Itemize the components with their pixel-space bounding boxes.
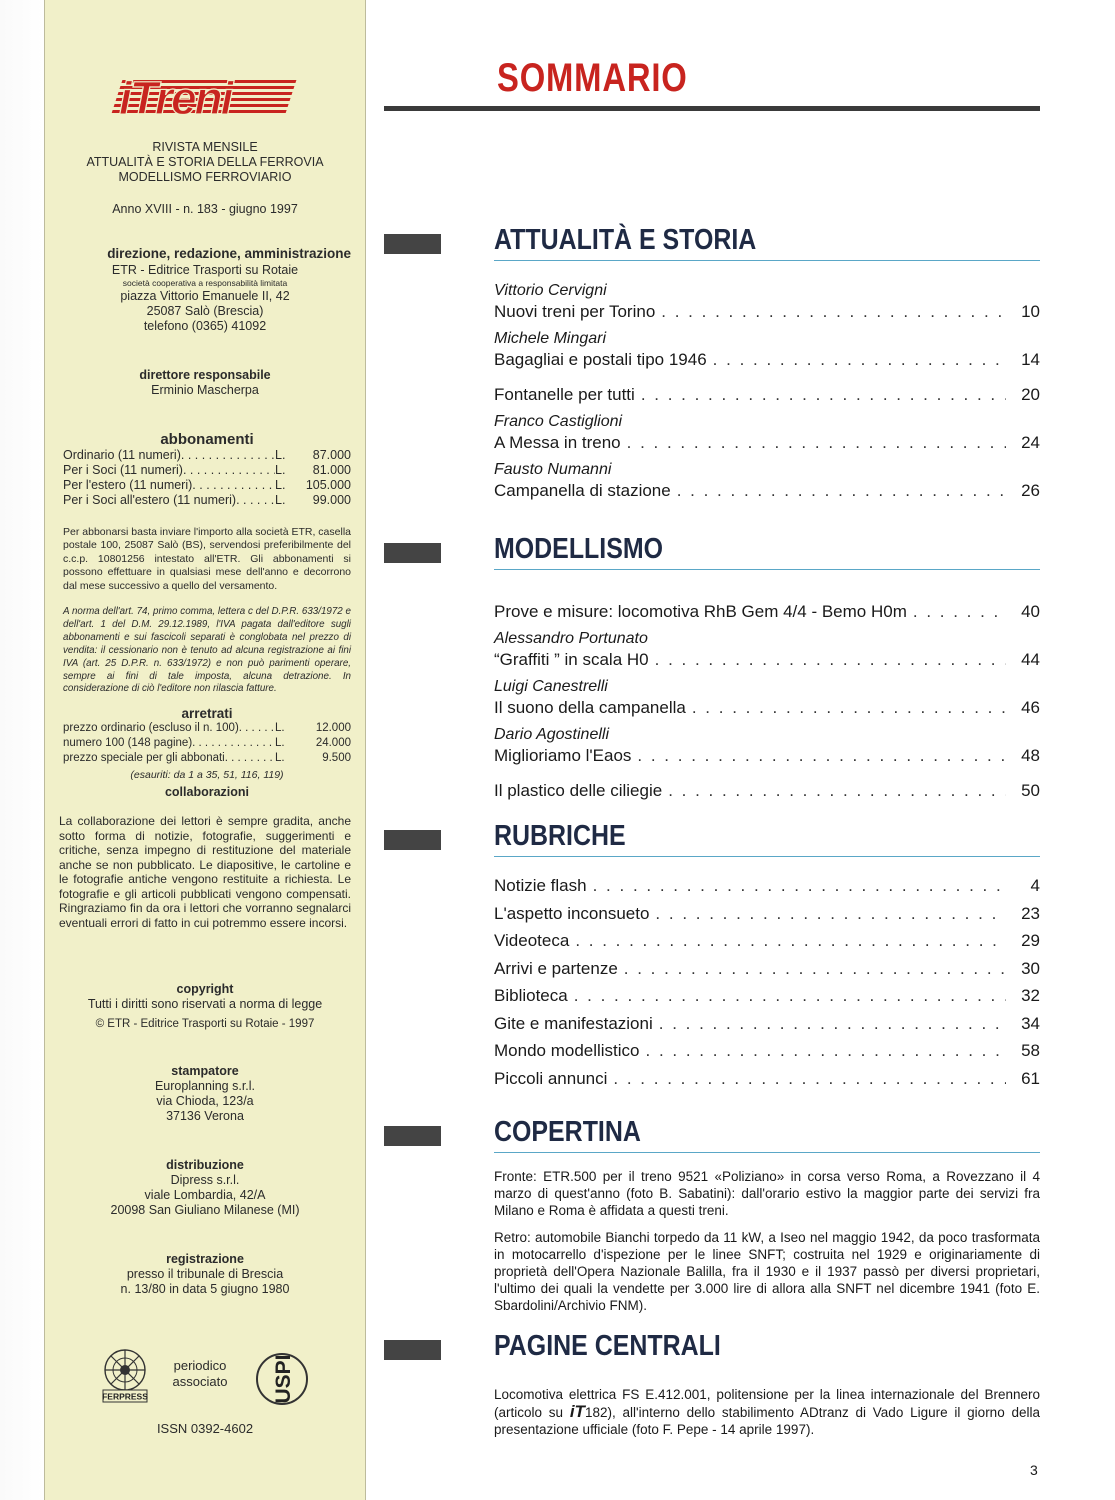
director-block: [59, 368, 351, 398]
toc-page: 20: [1021, 385, 1040, 404]
iva-note: A norma dell'art. 74, primo comma, lettera c del D.P.R. 633/1972 e dell'art. 1 del D.M. 29.12.1989, l'IVA pagata dall'editore sugli abbonamenti e sui fascicoli separati è conglobata nel prezzo di vendita: il cessionario non è tenuto ad alcuna registrazione ai fini IVA (art. 25 D.P.R. n. 633/1972) e non può parimenti operare, sempre ai fini di tale imposta, alcuna detrazione. In considerazione di ciò l'editore non rilascia fatture.: [63, 606, 351, 695]
toc-title: A Messa in treno: [494, 433, 621, 452]
toc-author: Dario Agostinelli: [494, 726, 610, 743]
toc-line: [494, 384, 1040, 405]
section-modellismo: [384, 531, 1040, 571]
section-heading: COPERTINA: [494, 1116, 641, 1148]
section-marker: [384, 830, 441, 850]
toc-title: L'aspetto inconsueto: [494, 903, 650, 923]
toc-page: 10: [1021, 302, 1040, 321]
leader-dots: [692, 697, 1006, 718]
printer-line-1: Europlanning s.r.l.: [154, 1079, 256, 1093]
toc-line: [494, 745, 1040, 766]
toc-title: Prove e misure: locomotiva RhB Gem 4/4 - Bemo H0m: [494, 602, 907, 621]
toc-author: Alessandro Portunato: [494, 630, 648, 647]
section-copertina: [384, 1114, 1040, 1154]
price-label: Per i Soci (11 numeri): [63, 463, 183, 477]
price-label: Per l'estero (11 numeri): [63, 478, 193, 492]
toc-entry[interactable]: [494, 1040, 1040, 1061]
svg-text:FERPRESS: FERPRESS: [102, 1391, 148, 1402]
leader-dots: [574, 985, 1006, 1006]
registration-block: [59, 1252, 351, 1297]
price-amount: 24.000: [315, 737, 351, 749]
toc-page: 30: [1021, 958, 1040, 978]
toc-page: 23: [1021, 903, 1040, 923]
publisher-name: ETR - Editrice Trasporti su Rotaie: [111, 263, 299, 277]
publisher-address-2: 25087 Salò (Brescia): [146, 304, 264, 318]
toc-entry[interactable]: [494, 280, 1040, 322]
leader-dots: [637, 745, 1006, 766]
leader-dots: [655, 649, 1006, 670]
toc-entry[interactable]: [494, 958, 1040, 979]
publisher-details: [59, 263, 351, 334]
itreni-logo: [107, 72, 299, 120]
toc-page: 34: [1021, 1013, 1040, 1033]
price-amount: 87.000: [312, 448, 351, 462]
leader-dots: [236, 493, 275, 508]
leader-dots: [913, 601, 1006, 622]
svg-text:USPI: USPI: [272, 1354, 295, 1404]
toc-line: [494, 1068, 1040, 1089]
toc-entry[interactable]: [494, 1013, 1040, 1034]
toc-entry[interactable]: [494, 903, 1040, 924]
leader-dots: [668, 780, 1006, 801]
price-currency: L.: [275, 463, 286, 477]
director-name: Erminio Mascherpa: [151, 383, 259, 397]
leader-dots: [239, 721, 275, 736]
price-amount: 99.000: [312, 493, 351, 507]
toc-entry[interactable]: [494, 459, 1040, 501]
price-row: [63, 493, 351, 508]
leader-dots: [624, 958, 1006, 979]
toc-line: [494, 985, 1040, 1006]
tagline-3: MODELLISMO FERROVIARIO: [118, 170, 292, 184]
publisher-heading: direzione, redazione, amministrazione: [107, 246, 351, 261]
ferpress-seal: [99, 1346, 151, 1404]
toc-page: 29: [1021, 931, 1040, 950]
subscriptions-table: [63, 448, 351, 508]
price-label: numero 100 (148 pagine): [63, 737, 193, 749]
leader-dots: [192, 478, 275, 493]
centrefold-caption: [494, 1386, 1040, 1438]
title-rule: [384, 106, 1040, 111]
publisher-cooperative: società cooperativa a responsabilità limitata: [122, 278, 288, 288]
toc-entry[interactable]: [494, 676, 1040, 718]
toc-page: 44: [1021, 650, 1040, 669]
subscriptions-heading: abbonamenti: [160, 431, 254, 448]
printer-heading: stampatore: [171, 1064, 239, 1078]
leader-dots: [655, 903, 1006, 924]
price-amount: 105.000: [305, 478, 351, 492]
toc-entry[interactable]: [494, 930, 1040, 951]
price-row: [63, 448, 351, 463]
distribution-line-1: Dipress s.r.l.: [170, 1173, 240, 1187]
toc-author: Franco Castiglioni: [494, 413, 623, 430]
leader-dots: [593, 875, 1006, 896]
price-amount: 9.500: [322, 752, 351, 764]
section-marker: [384, 1126, 441, 1146]
copyright-line-1: Tutti i diritti sono riservati a norma di legge: [87, 997, 323, 1011]
toc-title: Nuovi treni per Torino: [494, 302, 656, 321]
section-heading: MODELLISMO: [494, 533, 664, 565]
publisher-phone: telefono (0365) 41092: [143, 319, 267, 333]
cover-back-caption: Retro: automobile Bianchi torpedo da 11 kW, a Iseo nel maggio 1942, da poco trasformata in motocarrello d'ispezione per le linee SNFT; costruita nel 1929 e originariamente di proprietà dell'Opera Nazionale Balilla, fra il 1930 e il 1937 passò per diversi proprietari, l'ultimo dei quali la vendette per 3.000 lire di allora alla SNFT nel dicembre 1941 (foto E. Sbardolini/Archivio FNM).: [494, 1230, 1040, 1313]
toc-line: [494, 649, 1040, 670]
toc-rubriche-list: [494, 875, 1040, 1095]
price-row: [63, 463, 351, 478]
issue-info: Anno XVIII - n. 183 - giugno 1997: [112, 202, 298, 216]
section-heading: RUBRICHE: [494, 820, 626, 852]
toc-title: Fontanelle per tutti: [494, 385, 635, 404]
price-label: Ordinario (11 numeri): [63, 448, 181, 462]
centrefold-text-1: Locomotiva elettrica FS E.412.001, politensione per la linea internazionale del Brennero (articolo su: [494, 1387, 1040, 1420]
toc-line: [494, 480, 1040, 501]
price-row: [63, 721, 351, 736]
svg-text:iTreni: iTreni: [119, 72, 232, 120]
back-issues-sold-out: (esauriti: da 1 a 35, 51, 116, 119): [130, 769, 284, 781]
printer-line-2: via Chioda, 123/a: [156, 1094, 254, 1108]
uspi-seal: [255, 1352, 309, 1406]
toc-line: [494, 780, 1040, 801]
colophon-sidebar: [44, 0, 366, 1500]
leader-dots: [192, 736, 275, 751]
leader-dots: [181, 448, 275, 463]
printer-block: [59, 1064, 351, 1124]
issn: ISSN 0392-4602: [156, 1421, 254, 1436]
price-currency: L.: [275, 448, 286, 462]
toc-line: [494, 301, 1040, 322]
page-number: 3: [1030, 1462, 1038, 1478]
toc-page: 58: [1021, 1041, 1040, 1060]
toc-modellismo-list: [494, 587, 1040, 807]
section-heading: PAGINE CENTRALI: [494, 1330, 721, 1362]
registration-heading: registrazione: [166, 1252, 244, 1266]
toc-title: Bagagliai e postali tipo 1946: [494, 350, 707, 369]
price-amount: 81.000: [312, 463, 351, 477]
toc-page: 46: [1021, 698, 1040, 717]
toc-line: [494, 1040, 1040, 1061]
toc-title: Videoteca: [494, 931, 570, 950]
toc-line: [494, 432, 1040, 453]
it-logo-inline: iT: [569, 1402, 585, 1421]
toc-line: [494, 875, 1040, 896]
periodico-line-1: periodico: [173, 1358, 227, 1373]
price-label: Per i Soci all'estero (11 numeri): [63, 493, 237, 507]
distribution-line-3: 20098 San Giuliano Milanese (MI): [110, 1203, 300, 1217]
section-heading: ATTUALITÀ E STORIA: [494, 224, 757, 256]
toc-entry[interactable]: [494, 411, 1040, 453]
periodico-line-2: associato: [172, 1374, 228, 1389]
price-amount: 12.000: [315, 722, 351, 734]
toc-title: Mondo modellistico: [494, 1041, 640, 1060]
price-row: [63, 478, 351, 493]
toc-entry[interactable]: [494, 328, 1040, 370]
toc-line: [494, 958, 1040, 979]
leader-dots: [646, 1040, 1006, 1061]
subscriptions-block: [63, 432, 351, 508]
leader-dots: [225, 751, 275, 766]
toc-line: [494, 349, 1040, 370]
back-issues-heading: arretrati: [181, 706, 233, 721]
section-rule: [494, 856, 1040, 857]
toc-entry[interactable]: [494, 875, 1040, 896]
registration-line-1: presso il tribunale di Brescia: [126, 1267, 284, 1281]
toc-title: Campanella di stazione: [494, 481, 671, 500]
toc-page: 4: [1030, 876, 1040, 895]
toc-entry[interactable]: [494, 985, 1040, 1006]
toc-page: 26: [1021, 481, 1040, 500]
toc-entry[interactable]: [494, 724, 1040, 766]
price-label: prezzo ordinario (escluso il n. 100): [63, 722, 239, 734]
toc-author: Fausto Numanni: [494, 461, 612, 478]
section-rule: [494, 1152, 1040, 1153]
toc-title: Piccoli annunci: [494, 1068, 608, 1088]
centrefold-text-2: 182), all'interno dello stabilimento ADtranz di Vado Ligure il giorno della presentazione ufficiale (foto F. Pepe - 14 aprile 1997).: [494, 1405, 1040, 1437]
publisher-block: [59, 246, 351, 261]
section-rubriche: [384, 818, 1040, 858]
toc-attualita-list: [494, 280, 1040, 507]
periodico-associato: [165, 1358, 235, 1390]
toc-line: [494, 903, 1040, 924]
toc-title: Notizie flash: [494, 876, 587, 895]
section-marker: [384, 1340, 441, 1360]
price-currency: L.: [275, 493, 286, 507]
toc-title: Il plastico delle ciliegie: [494, 781, 663, 800]
leader-dots: [661, 301, 1006, 322]
cover-front-caption: Fronte: ETR.500 per il treno 9521 «Poliziano» in corsa verso Roma, a Rovezzano il 4 marzo di quest'anno (foto B. Sabatini): dall'orario estivo la maggior parte dei servizi fra Milano e Roma è affidata a questi treni.: [494, 1169, 1040, 1218]
toc-title: “Graffiti ” in scala H0: [494, 650, 649, 669]
toc-title: Il suono della campanella: [494, 698, 686, 717]
toc-page: 40: [1021, 602, 1040, 621]
collaborations-text: La collaborazione dei lettori è sempre gradita, anche sotto forma di notizie, fotografie, suggerimenti e critiche, senza impegno di restituzione del materiale anche se non pubblicato. Le diapositive, le cartoline e le fotografie antiche vengono restituite a richiesta. Le fotografie e gli articoli pubblicati vengono compensati. Ringraziamo fin da ora i lettori che vorranno segnalarci eventuali errori di fatto in cui potremmo essere incorsi.: [59, 814, 351, 930]
leader-dots: [677, 480, 1006, 501]
collaborations-heading: collaborazioni: [164, 785, 250, 799]
toc-title: Arrivi e partenze: [494, 958, 618, 978]
toc-entry[interactable]: [494, 1068, 1040, 1089]
leader-dots: [575, 930, 1006, 951]
page-edge: [0, 0, 44, 1500]
distribution-block: [59, 1158, 351, 1218]
toc-title: Gite e manifestazioni: [494, 1013, 653, 1033]
price-row: [63, 736, 351, 751]
copyright-line-2: © ETR - Editrice Trasporti su Rotaie - 1997: [95, 1018, 315, 1030]
toc-line: [494, 697, 1040, 718]
masthead: [59, 140, 351, 217]
registration-line-2: n. 13/80 in data 5 giugno 1980: [120, 1282, 290, 1296]
page-title: SOMMARIO: [497, 56, 688, 100]
toc-author: Michele Mingari: [494, 330, 607, 347]
section-marker: [384, 234, 441, 254]
leader-dots: [713, 349, 1006, 370]
toc-page: 14: [1021, 350, 1040, 369]
toc-author: Luigi Canestrelli: [494, 678, 608, 695]
copyright-heading: copyright: [176, 982, 234, 996]
publisher-address-1: piazza Vittorio Emanuele II, 42: [120, 289, 290, 303]
toc-entry[interactable]: [494, 780, 1040, 801]
toc-line: [494, 601, 1040, 622]
toc-page: 24: [1021, 433, 1040, 452]
toc-entry[interactable]: [494, 384, 1040, 405]
price-currency: L.: [275, 737, 285, 749]
price-label: prezzo speciale per gli abbonati: [63, 752, 225, 764]
toc-page: 50: [1021, 781, 1040, 800]
section-rule: [494, 569, 1040, 570]
section-marker: [384, 543, 441, 563]
leader-dots: [659, 1013, 1006, 1034]
toc-author: Vittorio Cervigni: [494, 282, 607, 299]
subscriptions-note: Per abbonarsi basta inviare l'importo alla società ETR, casella postale 100, 25087 Salò (BS), servendosi preferibilmente del c.c.p. 10801256 intestato all'ETR. Gli abbonamenti si possono effettuare in qualsiasi mese dell'anno e decorrono dal mese successivo a quello del versamento.: [63, 526, 351, 592]
printer-line-3: 37136 Verona: [166, 1109, 244, 1123]
section-centrali: [384, 1328, 1040, 1368]
section-rule: [494, 260, 1040, 261]
leader-dots: [627, 432, 1006, 453]
back-issues-block: [63, 706, 351, 800]
distribution-line-2: viale Lombardia, 42/A: [144, 1188, 266, 1202]
price-currency: L.: [275, 478, 286, 492]
toc-entry[interactable]: [494, 601, 1040, 622]
section-attualita: [384, 222, 1040, 262]
toc-page: 61: [1021, 1068, 1040, 1088]
toc-title: Biblioteca: [494, 986, 568, 1005]
toc-line: [494, 1013, 1040, 1034]
toc-line: [494, 930, 1040, 951]
leader-dots: [183, 463, 275, 478]
leader-dots: [613, 1068, 1006, 1089]
price-currency: L.: [275, 752, 285, 764]
tagline-2: ATTUALITÀ E STORIA DELLA FERROVIA: [86, 155, 324, 169]
toc-entry[interactable]: [494, 628, 1040, 670]
copyright-block: [59, 982, 351, 1032]
tagline-1: RIVISTA MENSILE: [152, 140, 258, 154]
price-row: [63, 751, 351, 766]
toc-page: 32: [1021, 986, 1040, 1005]
toc-title: Miglioriamo l'Eaos: [494, 746, 632, 765]
toc-page: 48: [1021, 746, 1040, 765]
back-issues-table: [63, 721, 351, 766]
leader-dots: [641, 384, 1006, 405]
director-heading: direttore responsabile: [139, 368, 271, 382]
price-currency: L.: [275, 722, 285, 734]
distribution-heading: distribuzione: [166, 1158, 244, 1172]
